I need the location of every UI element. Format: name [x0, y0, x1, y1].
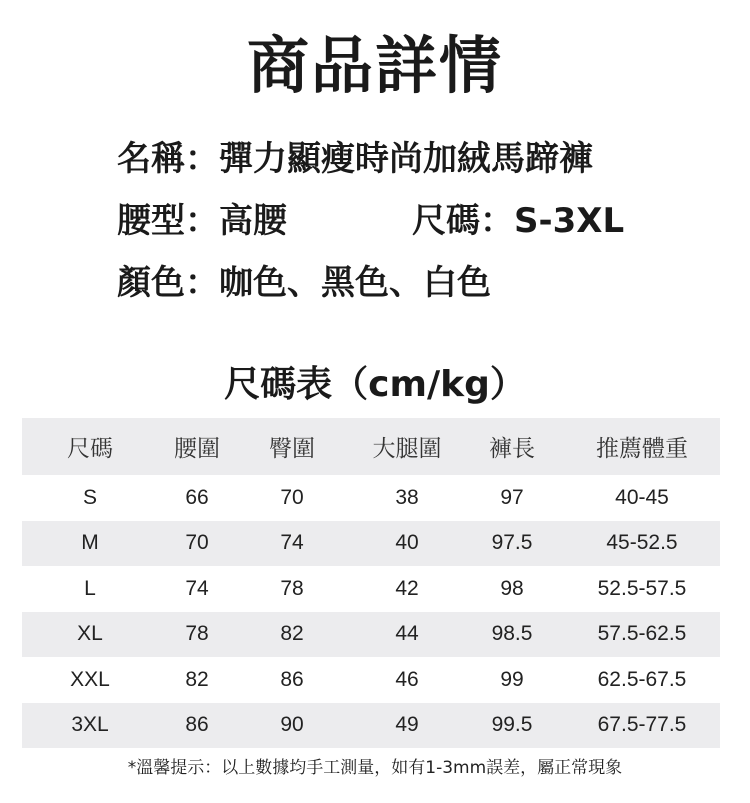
cell-hip: 86: [280, 667, 304, 691]
waist-type: 腰型：高腰: [117, 201, 287, 241]
cell-waist: 70: [185, 531, 209, 555]
cell-thigh: 42: [395, 576, 419, 600]
cell-weight: 67.5-77.5: [597, 713, 687, 737]
table-row: [22, 566, 720, 612]
table-row: [22, 475, 720, 521]
table-header-row: [22, 418, 720, 475]
header-weight: 推薦體重: [596, 436, 688, 462]
cell-thigh: 44: [395, 622, 419, 646]
size-range: 尺碼：S-3XL: [412, 201, 625, 241]
cell-waist: 66: [185, 485, 209, 509]
cell-weight: 40-45: [615, 485, 669, 509]
header-thigh: 大腿圍: [372, 436, 442, 462]
cell-hip: 78: [280, 576, 304, 600]
size-table-title: 尺碼表（cm/kg）: [224, 364, 526, 405]
table-row: [22, 612, 720, 658]
cell-size: L: [84, 576, 96, 600]
cell-thigh: 38: [395, 485, 419, 509]
cell-length: 97.5: [491, 531, 533, 555]
measurement-note: *溫馨提示：以上數據均手工測量，如有1-3mm誤差，屬正常現象: [127, 758, 623, 778]
cell-length: 99.5: [491, 713, 533, 737]
header-waist: 腰圍: [174, 436, 220, 462]
header-length: 褲長: [489, 436, 535, 462]
cell-hip: 90: [280, 713, 304, 737]
cell-waist: 82: [185, 667, 209, 691]
cell-size: XXL: [70, 667, 110, 691]
cell-length: 99: [500, 667, 524, 691]
cell-thigh: 49: [395, 713, 419, 737]
cell-size: S: [82, 485, 97, 509]
cell-thigh: 46: [395, 667, 419, 691]
cell-hip: 82: [280, 622, 304, 646]
cell-size: M: [81, 531, 99, 555]
cell-thigh: 40: [395, 531, 419, 555]
cell-hip: 74: [280, 531, 304, 555]
cell-length: 98: [500, 576, 524, 600]
cell-waist: 86: [185, 713, 209, 737]
cell-waist: 74: [185, 576, 209, 600]
cell-weight: 62.5-67.5: [597, 667, 687, 691]
cell-length: 97: [500, 485, 524, 509]
cell-weight: 45-52.5: [606, 531, 678, 555]
cell-size: XL: [77, 622, 103, 646]
header-size: 尺碼: [67, 436, 113, 462]
cell-size: 3XL: [71, 713, 109, 737]
cell-length: 98.5: [491, 622, 533, 646]
page-title: 商品詳情: [246, 29, 503, 102]
product-name: 名稱：彈力顯瘦時尚加絨馬蹄褲: [117, 139, 593, 179]
cell-weight: 52.5-57.5: [597, 576, 687, 600]
size-table: [22, 418, 720, 748]
cell-waist: 78: [185, 622, 209, 646]
cell-hip: 70: [280, 485, 304, 509]
header-hip: 臀圍: [269, 436, 315, 462]
cell-weight: 57.5-62.5: [597, 622, 687, 646]
color-options: 顏色：咖色、黑色、白色: [117, 263, 491, 303]
table-row: [22, 521, 720, 567]
table-row: [22, 703, 720, 749]
table-row: [22, 657, 720, 703]
